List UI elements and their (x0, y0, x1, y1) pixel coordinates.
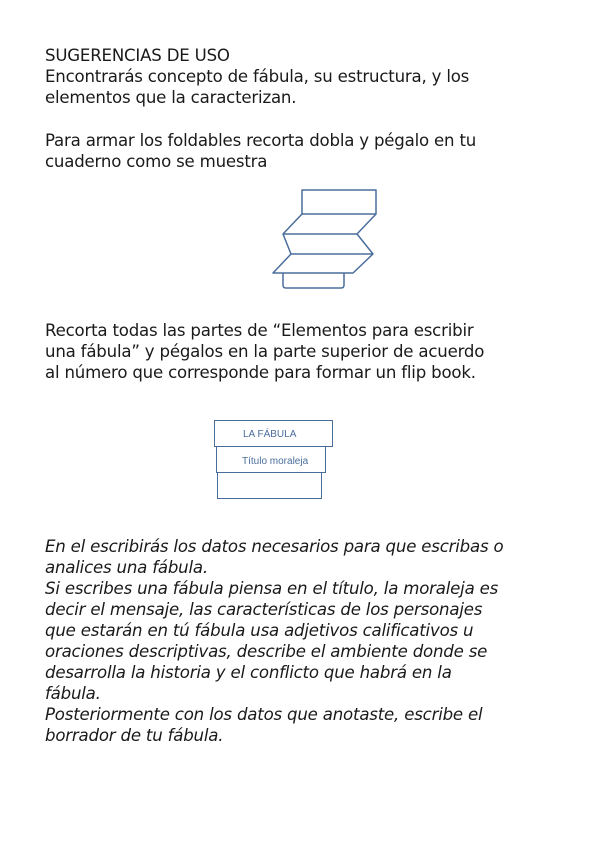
body-italic-line: oraciones descriptivas, describe el ambiente donde se (45, 642, 488, 661)
body-italic-line: Si escribes una fábula piensa en el título, la moraleja es (45, 579, 499, 598)
foldable-top-panel (302, 190, 376, 214)
body-italic-line: Posteriormente con los datos que anotaste, escribe el (45, 705, 483, 724)
flipbook-tab-1-label: LA FÁBULA (243, 429, 297, 440)
body-italic-line: desarrolla la historia y el conflicto que habrá en la (45, 663, 452, 682)
heading: SUGERENCIAS DE USO (45, 46, 230, 65)
flipbook-tab-3 (217, 471, 322, 499)
body-italic-line: que estarán en tú fábula usa adjetivos calificativos u (45, 621, 474, 640)
foldable-diagram (0, 0, 600, 320)
flipbook-instruction-line: al número que corresponde para formar un flip book. (45, 363, 476, 382)
foldable-instruction-line: cuaderno como se muestra (45, 152, 268, 171)
body-italic-line: En el escribirás los datos necesarios para que escribas o (45, 537, 504, 556)
foldable-zigzag (273, 214, 376, 273)
body-italic-line: decir el mensaje, las características de los personajes (45, 600, 483, 619)
foldable-bottom-tab (283, 273, 344, 288)
body-italic-line: borrador de tu fábula. (45, 726, 224, 745)
intro-line: elementos que la caracterizan. (45, 88, 297, 107)
flipbook-instruction-line: Recorta todas las partes de “Elementos para escribir (45, 321, 474, 340)
body-italic-line: fábula. (45, 684, 101, 703)
flipbook-instruction-line: una fábula” y pégalos en la parte superior de acuerdo (45, 342, 485, 361)
flipbook-tab-2-label: Título moraleja (242, 456, 309, 467)
intro-line: Encontrarás concepto de fábula, su estructura, y los (45, 67, 470, 86)
body-italic-line: analices una fábula. (45, 558, 208, 577)
foldable-instruction-line: Para armar los foldables recorta dobla y pégalo en tu (45, 131, 477, 150)
